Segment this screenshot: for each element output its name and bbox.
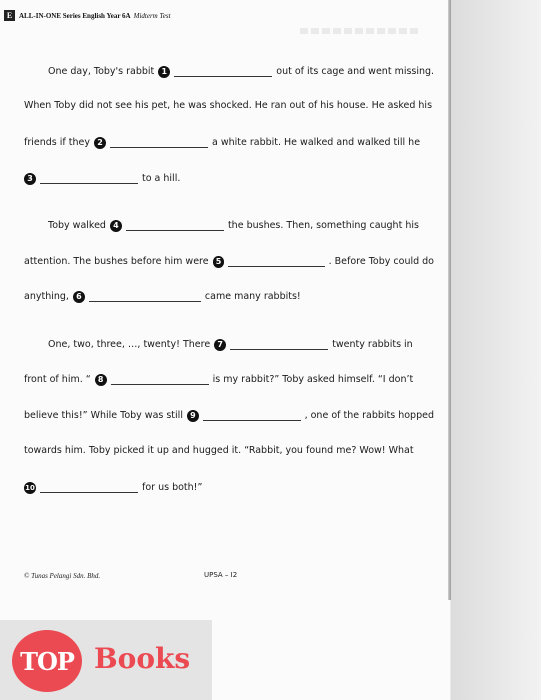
- test-name: Midterm Test: [133, 11, 171, 20]
- scan-background: [451, 0, 541, 700]
- question-number-4: 4: [110, 220, 122, 232]
- answer-blank-5[interactable]: [228, 257, 324, 267]
- question-number-1: 1: [158, 66, 170, 78]
- line-text: out of its cage and went missing.: [276, 66, 435, 77]
- answer-blank-2[interactable]: [110, 138, 208, 148]
- question-number-2: 2: [94, 137, 106, 149]
- header-title: [19, 12, 171, 20]
- answer-blank-9[interactable]: [203, 411, 301, 421]
- answer-blank-3[interactable]: [40, 174, 138, 184]
- line-text: the bushes. Then, something caught his: [227, 220, 419, 231]
- line-text: is my rabbit?” Toby asked himself. “I don’t: [212, 374, 414, 385]
- line-text: twenty rabbits in: [332, 339, 413, 350]
- answer-blank-4[interactable]: [126, 221, 224, 231]
- line-text: for us both!”: [142, 482, 203, 493]
- page-number: UPSA – I2: [204, 571, 238, 579]
- line-text: . Before Toby could do: [328, 256, 434, 267]
- passage-line: [24, 408, 434, 424]
- line-text: friends if they: [24, 137, 90, 148]
- question-number-6: 6: [73, 291, 85, 303]
- watermark-text: Books: [94, 642, 191, 675]
- line-text: When Toby did not see his pet, he was shocked. He ran out of his house. He asked his: [24, 100, 433, 111]
- passage-line: [24, 135, 434, 151]
- passage-line: [24, 171, 434, 187]
- passage-line: [24, 98, 434, 114]
- page-header: [4, 10, 171, 21]
- question-number-9: 9: [187, 410, 199, 422]
- passage-line: [48, 64, 458, 80]
- copyright-text: © Tunas Pelangi Sdn. Bhd.: [24, 572, 101, 580]
- question-number-7: 7: [214, 339, 226, 351]
- passage-line: [24, 443, 434, 459]
- line-text: believe this!” While Toby was still: [24, 410, 183, 421]
- passage-line: [48, 218, 458, 234]
- answer-blank-7[interactable]: [230, 340, 328, 350]
- line-text: came many rabbits!: [204, 291, 301, 302]
- bleed-through-text: [300, 28, 420, 34]
- question-number-5: 5: [213, 256, 225, 268]
- passage-line: [24, 289, 434, 305]
- answer-blank-1[interactable]: [174, 67, 272, 77]
- topbooks-watermark: [0, 620, 212, 700]
- line-text: , one of the rabbits hopped: [304, 410, 434, 421]
- line-text: towards him. Toby picked it up and hugged it. “Rabbit, you found me? Wow! What: [24, 445, 414, 456]
- line-text: front of him. “: [24, 374, 91, 385]
- answer-blank-6[interactable]: [89, 292, 201, 302]
- question-number-8: 8: [95, 374, 107, 386]
- answer-blank-8[interactable]: [111, 375, 209, 385]
- answer-blank-10[interactable]: [40, 483, 138, 493]
- series-logo-icon: E: [4, 10, 15, 21]
- question-number-3: 3: [24, 173, 36, 185]
- series-title: ALL-IN-ONE Series English Year 6A: [19, 11, 131, 20]
- passage-line: [24, 372, 434, 388]
- line-text: a white rabbit. He walked and walked till he: [211, 137, 421, 148]
- line-text: anything,: [24, 291, 69, 302]
- passage-line: [48, 337, 458, 353]
- line-text: Toby walked: [48, 220, 106, 231]
- line-text: One day, Toby's rabbit: [48, 66, 155, 77]
- question-number-10: 10: [25, 484, 35, 492]
- watermark-circle: TOP: [12, 630, 82, 692]
- line-text: attention. The bushes before him were: [24, 256, 209, 267]
- line-text: One, two, three, …, twenty! There: [48, 339, 211, 350]
- passage-line: [24, 254, 434, 270]
- passage-line: [24, 480, 434, 496]
- line-text: to a hill.: [142, 173, 181, 184]
